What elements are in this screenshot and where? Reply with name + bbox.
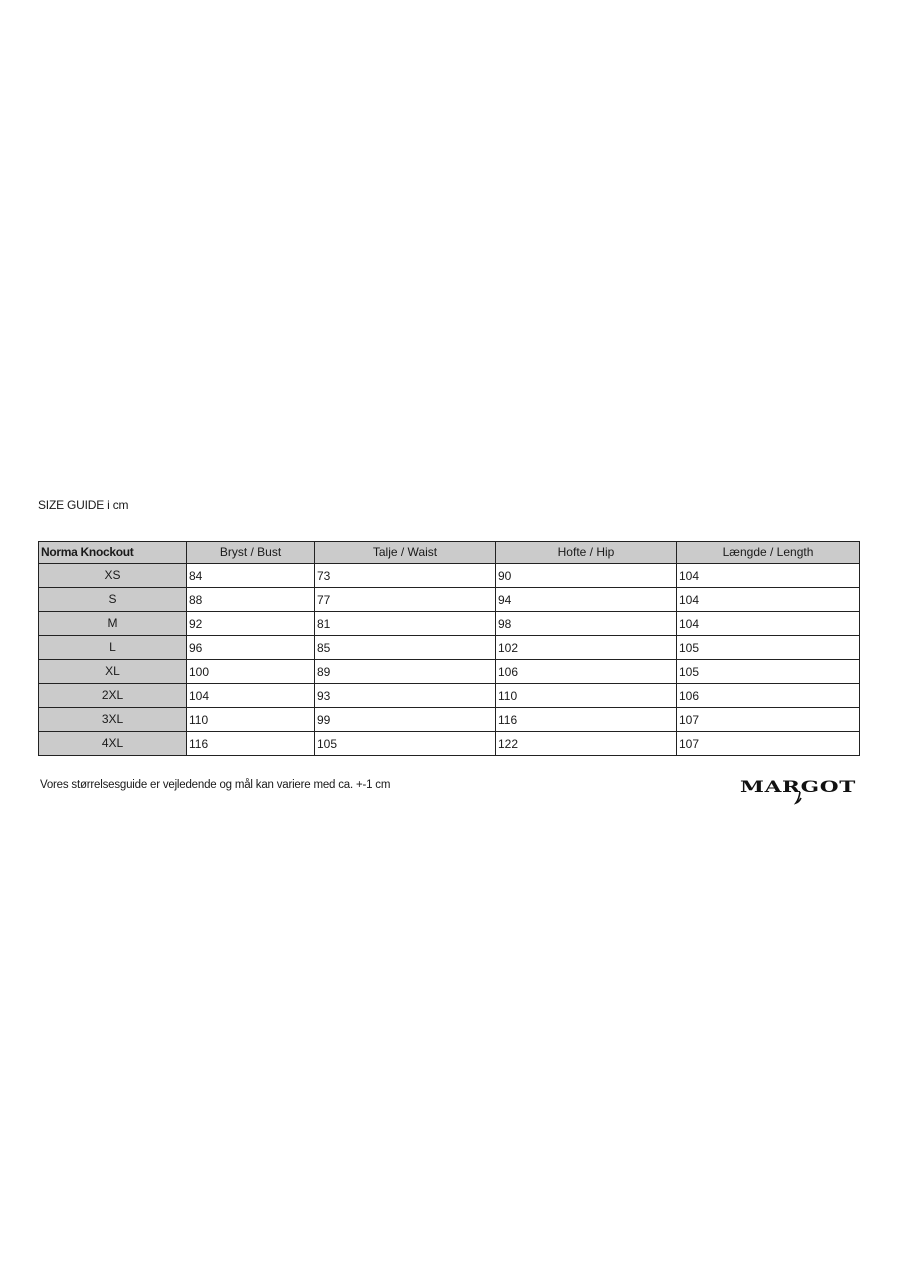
hip-cell: 102 [496,636,677,660]
margot-logo [739,776,859,808]
size-guide-note: Vores størrelsesguide er vejledende og mål kan variere med ca. +-1 cm [40,779,391,791]
size-cell: S [39,588,187,612]
size-cell: 2XL [39,684,187,708]
size-cell: XL [39,660,187,684]
waist-cell: 81 [315,612,496,636]
table-row [39,588,860,612]
length-cell: 105 [677,636,860,660]
table-row [39,684,860,708]
bust-cell: 92 [187,612,315,636]
length-cell: 106 [677,684,860,708]
column-header-waist: Talje / Waist [315,542,496,564]
bust-cell: 110 [187,708,315,732]
bust-cell: 96 [187,636,315,660]
hip-cell: 122 [496,732,677,756]
waist-cell: 105 [315,732,496,756]
page-title: SIZE GUIDE i cm [38,498,129,512]
size-cell: 3XL [39,708,187,732]
waist-cell: 73 [315,564,496,588]
hip-cell: 98 [496,612,677,636]
bust-cell: 100 [187,660,315,684]
bust-cell: 88 [187,588,315,612]
waist-cell: 89 [315,660,496,684]
length-cell: 104 [677,588,860,612]
table-header-row [39,542,860,564]
hip-cell: 110 [496,684,677,708]
waist-cell: 77 [315,588,496,612]
brand-logo-text: MARGOT [740,777,856,796]
waist-cell: 93 [315,684,496,708]
table-row [39,612,860,636]
size-cell: XS [39,564,187,588]
column-header-hip: Hofte / Hip [496,542,677,564]
table-row [39,564,860,588]
size-table [38,541,860,756]
length-cell: 104 [677,612,860,636]
table-body [39,564,860,756]
length-cell: 107 [677,732,860,756]
length-cell: 107 [677,708,860,732]
size-cell: 4XL [39,732,187,756]
table-row [39,732,860,756]
hip-cell: 94 [496,588,677,612]
table-row [39,708,860,732]
hip-cell: 116 [496,708,677,732]
column-header-bust: Bryst / Bust [187,542,315,564]
table-row [39,660,860,684]
column-header-length: Længde / Length [677,542,860,564]
hip-cell: 90 [496,564,677,588]
bust-cell: 116 [187,732,315,756]
bust-cell: 84 [187,564,315,588]
waist-cell: 85 [315,636,496,660]
column-header-model: Norma Knockout [39,542,187,564]
length-cell: 105 [677,660,860,684]
size-cell: M [39,612,187,636]
length-cell: 104 [677,564,860,588]
waist-cell: 99 [315,708,496,732]
bust-cell: 104 [187,684,315,708]
table-row [39,636,860,660]
hip-cell: 106 [496,660,677,684]
size-cell: L [39,636,187,660]
